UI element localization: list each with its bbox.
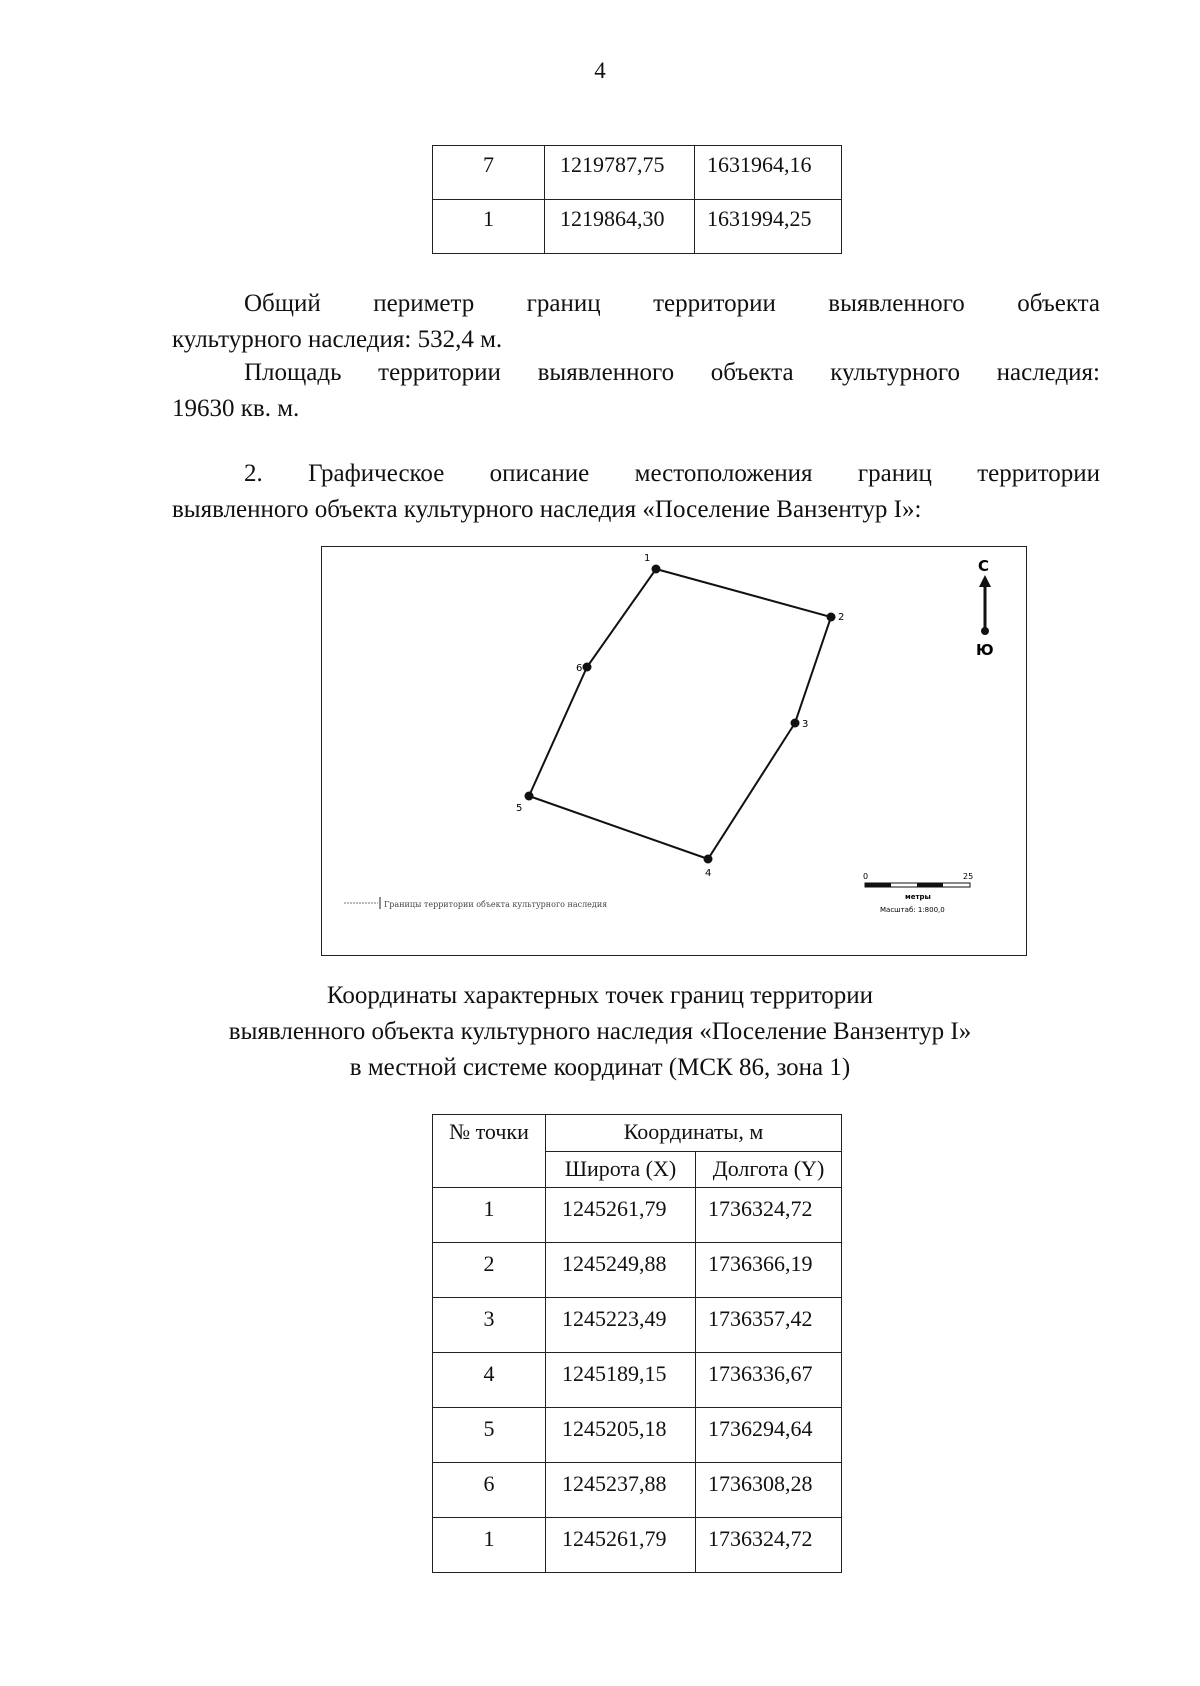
x-coordinate-cell: 1219864,30 — [545, 200, 695, 254]
perimeter-line-1: Общий периметр границ территории выявленного объекта — [244, 290, 1100, 317]
coordinates-heading-line-2: выявленного объекта культурного наследия «Поселение Ванзентур I» — [228, 1018, 972, 1045]
y-coordinate-cell: 1736324,72 — [696, 1188, 842, 1243]
point-number-cell: 2 — [433, 1243, 546, 1298]
vertex-label-5: 5 — [516, 803, 523, 814]
page-number: 4 — [594, 58, 606, 83]
scale-unit-label: метры — [905, 893, 931, 901]
north-arrow-icon — [979, 575, 991, 635]
vertex-label-3: 3 — [802, 719, 809, 730]
section-2-paragraph — [172, 456, 1100, 528]
table-row — [433, 1518, 842, 1573]
vertex-1 — [652, 565, 661, 574]
scale-max-label: 25 — [963, 872, 974, 881]
longitude-header: Долгота (Y) — [696, 1151, 842, 1188]
point-number-cell: 1 — [433, 1188, 546, 1243]
table-row — [433, 146, 842, 200]
point-number-cell: 5 — [433, 1408, 546, 1463]
x-coordinate-cell: 1245261,79 — [546, 1188, 696, 1243]
point-number-cell: 4 — [433, 1353, 546, 1408]
scale-zero-label: 0 — [863, 872, 869, 881]
point-number-cell: 6 — [433, 1463, 546, 1518]
point-number-header: № точки — [433, 1115, 546, 1188]
point-number-cell: 3 — [433, 1298, 546, 1353]
vertex-label-6: 6 — [576, 663, 583, 674]
vertex-5 — [525, 792, 534, 801]
legend-label: Границы территории объекта культурного наследия — [384, 900, 608, 909]
x-coordinate-cell: 1245237,88 — [546, 1463, 696, 1518]
legend-line-icon — [344, 897, 380, 909]
table-header-row — [433, 1115, 842, 1152]
point-number-cell: 1 — [433, 200, 545, 254]
x-coordinate-cell: 1245205,18 — [546, 1408, 696, 1463]
territory-boundary-polygon — [529, 569, 831, 859]
section-2-line-2: выявленного объекта культурного наследия «Поселение Ванзентур I»: — [172, 496, 922, 523]
area-line-1: Площадь территории выявленного объекта культурного наследия: — [244, 359, 1100, 386]
vertex-4 — [704, 855, 713, 864]
coordinates-table-continuation — [432, 145, 842, 254]
y-coordinate-cell: 1736336,67 — [696, 1353, 842, 1408]
y-coordinate-cell: 1631964,16 — [695, 146, 842, 200]
vertex-2 — [827, 613, 836, 622]
x-coordinate-cell: 1245249,88 — [546, 1243, 696, 1298]
table-row — [433, 1353, 842, 1408]
perimeter-line-2: культурного наследия: 532,4 м. — [172, 326, 503, 353]
table-row — [433, 1188, 842, 1243]
coordinates-heading-line-3: в местной системе координат (МСК 86, зона 1) — [349, 1054, 851, 1081]
y-coordinate-cell: 1736357,42 — [696, 1298, 842, 1353]
area-line-2: 19630 кв. м. — [172, 395, 300, 422]
scale-bar — [865, 883, 970, 887]
coordinates-header: Координаты, м — [546, 1115, 842, 1152]
x-coordinate-cell: 1245223,49 — [546, 1298, 696, 1353]
table-row — [433, 1298, 842, 1353]
latitude-header: Широта (X) — [546, 1151, 696, 1188]
table-row — [433, 1408, 842, 1463]
vertex-label-2: 2 — [838, 612, 845, 623]
perimeter-paragraph — [172, 286, 1100, 358]
y-coordinate-cell: 1736324,72 — [696, 1518, 842, 1573]
area-paragraph — [172, 355, 1100, 427]
table-row — [433, 1463, 842, 1518]
north-label: С — [978, 557, 990, 575]
scale-ratio-label: Масштаб: 1:800,0 — [880, 906, 945, 914]
coordinates-heading-line-1: Координаты характерных точек границ территории — [326, 982, 874, 1009]
boundary-map — [321, 546, 1027, 956]
vertex-3 — [791, 719, 800, 728]
x-coordinate-cell: 1219787,75 — [545, 146, 695, 200]
vertex-6 — [583, 663, 592, 672]
y-coordinate-cell: 1736366,19 — [696, 1243, 842, 1298]
south-label: Ю — [976, 641, 994, 659]
x-coordinate-cell: 1245189,15 — [546, 1353, 696, 1408]
x-coordinate-cell: 1245261,79 — [546, 1518, 696, 1573]
y-coordinate-cell: 1736308,28 — [696, 1463, 842, 1518]
table-row — [433, 200, 842, 254]
vertex-label-1: 1 — [644, 553, 651, 564]
point-number-cell: 7 — [433, 146, 545, 200]
y-coordinate-cell: 1631994,25 — [695, 200, 842, 254]
coordinates-table — [432, 1114, 842, 1573]
vertex-label-4: 4 — [705, 868, 712, 879]
section-2-line-1: 2. Графическое описание местоположения границ территории — [244, 460, 1100, 487]
point-number-cell: 1 — [433, 1518, 546, 1573]
table-row — [433, 1243, 842, 1298]
y-coordinate-cell: 1736294,64 — [696, 1408, 842, 1463]
boundary-map-drawing — [322, 547, 1026, 955]
